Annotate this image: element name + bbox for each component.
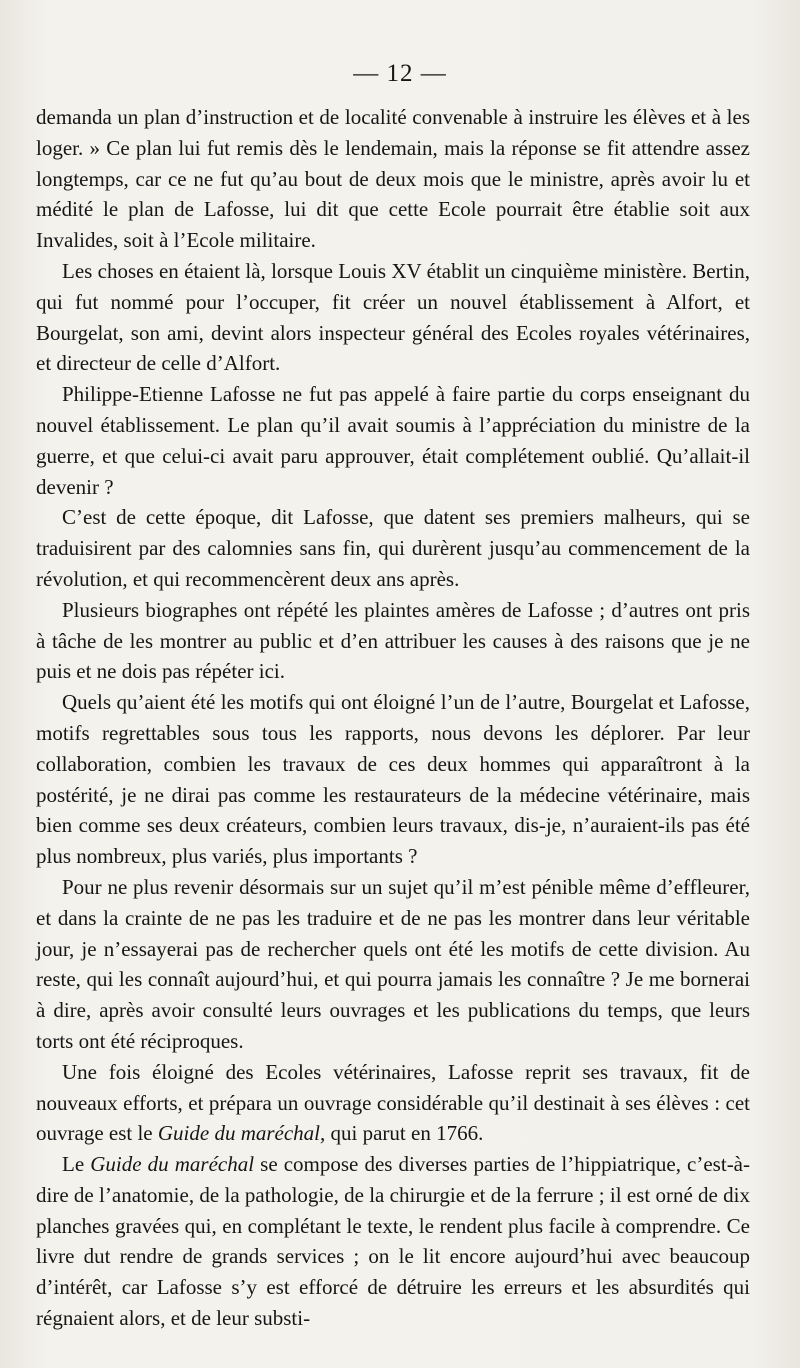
paragraph-6: Quels qu’aient été les motifs qui ont éloigné l’un de l’autre, Bourgelat et Lafosse, motifs regrettables sous tous les rapports, nous devons les déplorer. Par leur collaboration, combien les travaux de ces deux hommes qui apparaîtront à la postérité, je ne dirai pas comme les restaurateurs de la médecine vétérinaire, mais bien comme ses deux créateurs, combien leurs travaux, dis-je, n’auraient-ils pas été plus nombreux, plus variés, plus importants ? — [36, 690, 750, 869]
body-text — [36, 102, 750, 1334]
paragraph-9-before: Le — [62, 1152, 91, 1177]
paragraph-9-after: se compose des diverses parties de l’hippiatrique, c’est-à-dire de l’anatomie, de la pathologie, de la chirurgie et de la ferrure ; il est orné de dix planches gravées qui, en complétant le texte, le rendent plus facile à comprendre. Ce livre dut rendre de grands services ; on le lit encore aujourd’hui avec beaucoup d’intérêt, car Lafosse s’y est efforcé de détruire les erreurs et les absurdités qui régnaient alors, et de leur substi- — [36, 1152, 751, 1331]
book-title-guide-du-marechal-2: Guide du maréchal — [90, 1152, 255, 1177]
paragraph-2: Les choses en étaient là, lorsque Louis XV établit un cinquième ministère. Bertin, qui fut nommé pour l’occuper, fit créer un nouvel établissement à Alfort, et Bourgelat, son ami, devint alors inspecteur général des Ecoles royales vétérinaires, et directeur de celle d’Alfort. — [36, 258, 750, 376]
paragraph-7: Pour ne plus revenir désormais sur un sujet qu’il m’est pénible même d’effleurer, et dans la crainte de ne pas les traduire et de ne pas les montrer dans leur véritable jour, je n’essayerai pas de rechercher quels ont été les motifs de cette division. Au reste, qui les connaît aujourd’hui, et qui pourra jamais les connaître ? Je me bornerai à dire, après avoir consulté leurs ouvrages et les publications du temps, que leurs torts ont été réciproques. — [36, 874, 750, 1053]
paragraph-5: Plusieurs biographes ont répété les plaintes amères de Lafosse ; d’autres ont pris à tâche de les montrer au public et d’en attribuer les causes à des raisons que je ne puis et ne dois pas répéter ici. — [36, 597, 750, 684]
page-number: — 12 — — [353, 60, 447, 87]
paragraph-8-after: qui parut en 1766. — [325, 1121, 484, 1146]
paragraph-9 — [36, 1149, 750, 1334]
book-title-guide-du-marechal: Guide du maréchal, — [157, 1121, 326, 1146]
paragraph-8 — [36, 1057, 750, 1149]
paragraph-4: C’est de cette époque, dit Lafosse, que datent ses premiers malheurs, qui se traduisirent par des calomnies sans fin, qui durèrent jusqu’au commencement de la révolution, et qui recommencèrent deux ans après. — [36, 505, 750, 591]
paragraph-1: demanda un plan d’instruction et de localité convenable à instruire les élèves et à les loger. » Ce plan lui fut remis dès le lendemain, mais la réponse se fit attendre assez longtemps, car ce ne fut qu’au bout de deux mois que le ministre, après avoir lu et médité le plan de Lafosse, lui dit que cette Ecole pourrait être établie soit aux Invalides, soit à l’Ecole militaire. — [36, 105, 750, 253]
paragraph-3: Philippe-Etienne Lafosse ne fut pas appelé à faire partie du corps enseignant du nouvel établissement. Le plan qu’il avait soumis à l’appréciation du ministre de la guerre, et que celui-ci avait paru approuver, était complétement oublié. Qu’allait-il devenir ? — [36, 382, 750, 499]
paragraph-8-before: Une fois éloigné des Ecoles vétérinaires, Lafosse reprit ses travaux, fit de nouveaux efforts, et prépara un ouvrage considérable qu’il destinait à ses élèves : cet ouvrage est le — [36, 1059, 750, 1146]
